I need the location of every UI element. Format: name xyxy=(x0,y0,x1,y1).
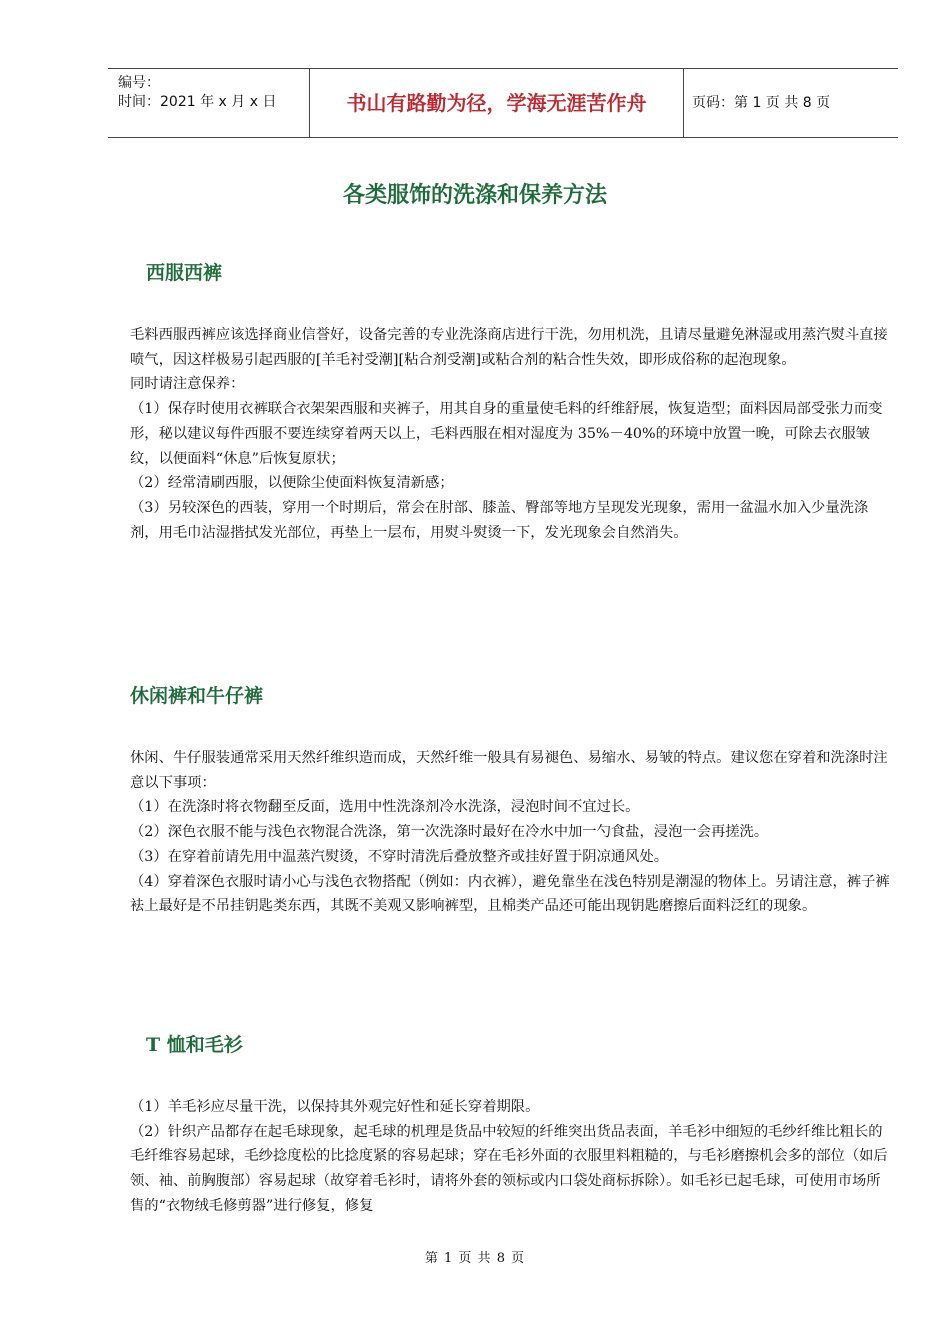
header-motto-cell xyxy=(310,69,684,137)
paragraph: （2）深色衣服不能与浅色衣物混合洗涤，第一次洗涤时最好在冷水中加一勺食盐，浸泡一会再搓洗。 xyxy=(130,824,769,841)
paragraph: （1）在洗涤时将衣物翻至反面，选用中性洗涤剂冷水洗涤，浸泡时间不宜过长。 xyxy=(130,799,640,816)
section-heading-suits: 西服西裤 xyxy=(146,262,223,284)
document-date-label: 时间：2021 年 x 月 x 日 xyxy=(118,94,277,110)
page-header xyxy=(108,68,898,138)
paragraph: （2）经常清刷西服，以便除尘使面料恢复清新感； xyxy=(130,475,454,492)
paragraph: 休闲、牛仔服装通常采用天然纤维织造而成，天然纤维一般具有易褪色、易缩水、易皱的特点。建议您在穿着和洗涤时注意以下事项： xyxy=(130,750,888,791)
header-page-cell xyxy=(684,69,898,137)
section-body-suits xyxy=(130,323,892,545)
page-footer: 第 1 页 共 8 页 xyxy=(424,1251,526,1266)
section-heading-casual-jeans: 休闲裤和牛仔裤 xyxy=(130,685,264,707)
section-heading-tshirt-knitwear: T 恤和毛衫 xyxy=(146,1034,243,1056)
header-motto: 书山有路勤为径，学海无涯苦作舟 xyxy=(346,91,647,115)
paragraph: （2）针织产品都存在起毛球现象，起毛球的机理是货品中较短的纤维突出货品表面，羊毛衫中细短的毛纱纤维比粗长的毛纤维容易起球，毛纱捻度松的比捻度紧的容易起球；穿在毛衫外面的衣服里料粗糙的，与毛衫磨擦机会多的部位（如后领、袖、前胸腹部）容易起球（故穿着毛衫时，请将外套的领标或内口袋处商标拆除）。如毛衫已起毛球，可使用市场所售的“衣物绒毛修剪器”进行修复，修复 xyxy=(130,1123,888,1214)
paragraph: （1）保存时使用衣裤联合衣架架西服和夹裤子，用其自身的重量使毛料的纤维舒展，恢复造型；面料因局部受张力而变形，秘以建议每件西服不要连续穿着两天以上，毛料西服在相对湿度为 35%－40%的环境中放置一晚，可除去衣服皱纹，以便面料“休息”后恢复原状； xyxy=(130,401,883,467)
paragraph: 同时请注意保养： xyxy=(130,376,245,393)
paragraph: （3）在穿着前请先用中温蒸汽熨烫，不穿时清洗后叠放整齐或挂好置于阴凉通风处。 xyxy=(130,848,669,865)
paragraph: 毛料西服西裤应该选择商业信誉好，设备完善的专业洗涤商店进行干洗，勿用机洗，且请尽量避免淋湿或用蒸汽熨斗直接喷气，因这样极易引起西服的[羊毛衬受潮][粘合剂受潮]或粘合剂的粘合性失效，即形成俗称的起泡现象。 xyxy=(130,327,888,368)
section-body-tshirt-knitwear xyxy=(130,1095,892,1219)
paragraph: （4）穿着深色衣服时请小心与浅色衣物搭配（例如：内衣裤），避免靠坐在浅色特别是潮湿的物体上。另请注意，裤子裤袪上最好是不吊挂钥匙类东西，其既不美观又影响裤型，且棉类产品还可能出现钥匙磨擦后面料泛红的现象。 xyxy=(130,873,890,915)
paragraph: （1）羊毛衫应尽量干洗，以保持其外观完好性和延长穿着期限。 xyxy=(130,1099,540,1115)
header-meta-cell xyxy=(108,69,310,137)
paragraph: （3）另较深色的西装，穿用一个时期后，常会在肘部、膝盖、臀部等地方呈现发光现象，需用一盆温水加入少量洗涤剂，用毛巾沾湿揩拭发光部位，再垫上一层布，用熨斗熨烫一下，发光现象会自然消失。 xyxy=(130,499,869,541)
section-body-casual-jeans xyxy=(130,746,892,919)
header-page-info: 页码：第 1 页 共 8 页 xyxy=(692,95,831,111)
document-title: 各类服饰的洗涤和保养方法 xyxy=(342,182,607,208)
document-number-label: 编号： xyxy=(118,75,160,91)
